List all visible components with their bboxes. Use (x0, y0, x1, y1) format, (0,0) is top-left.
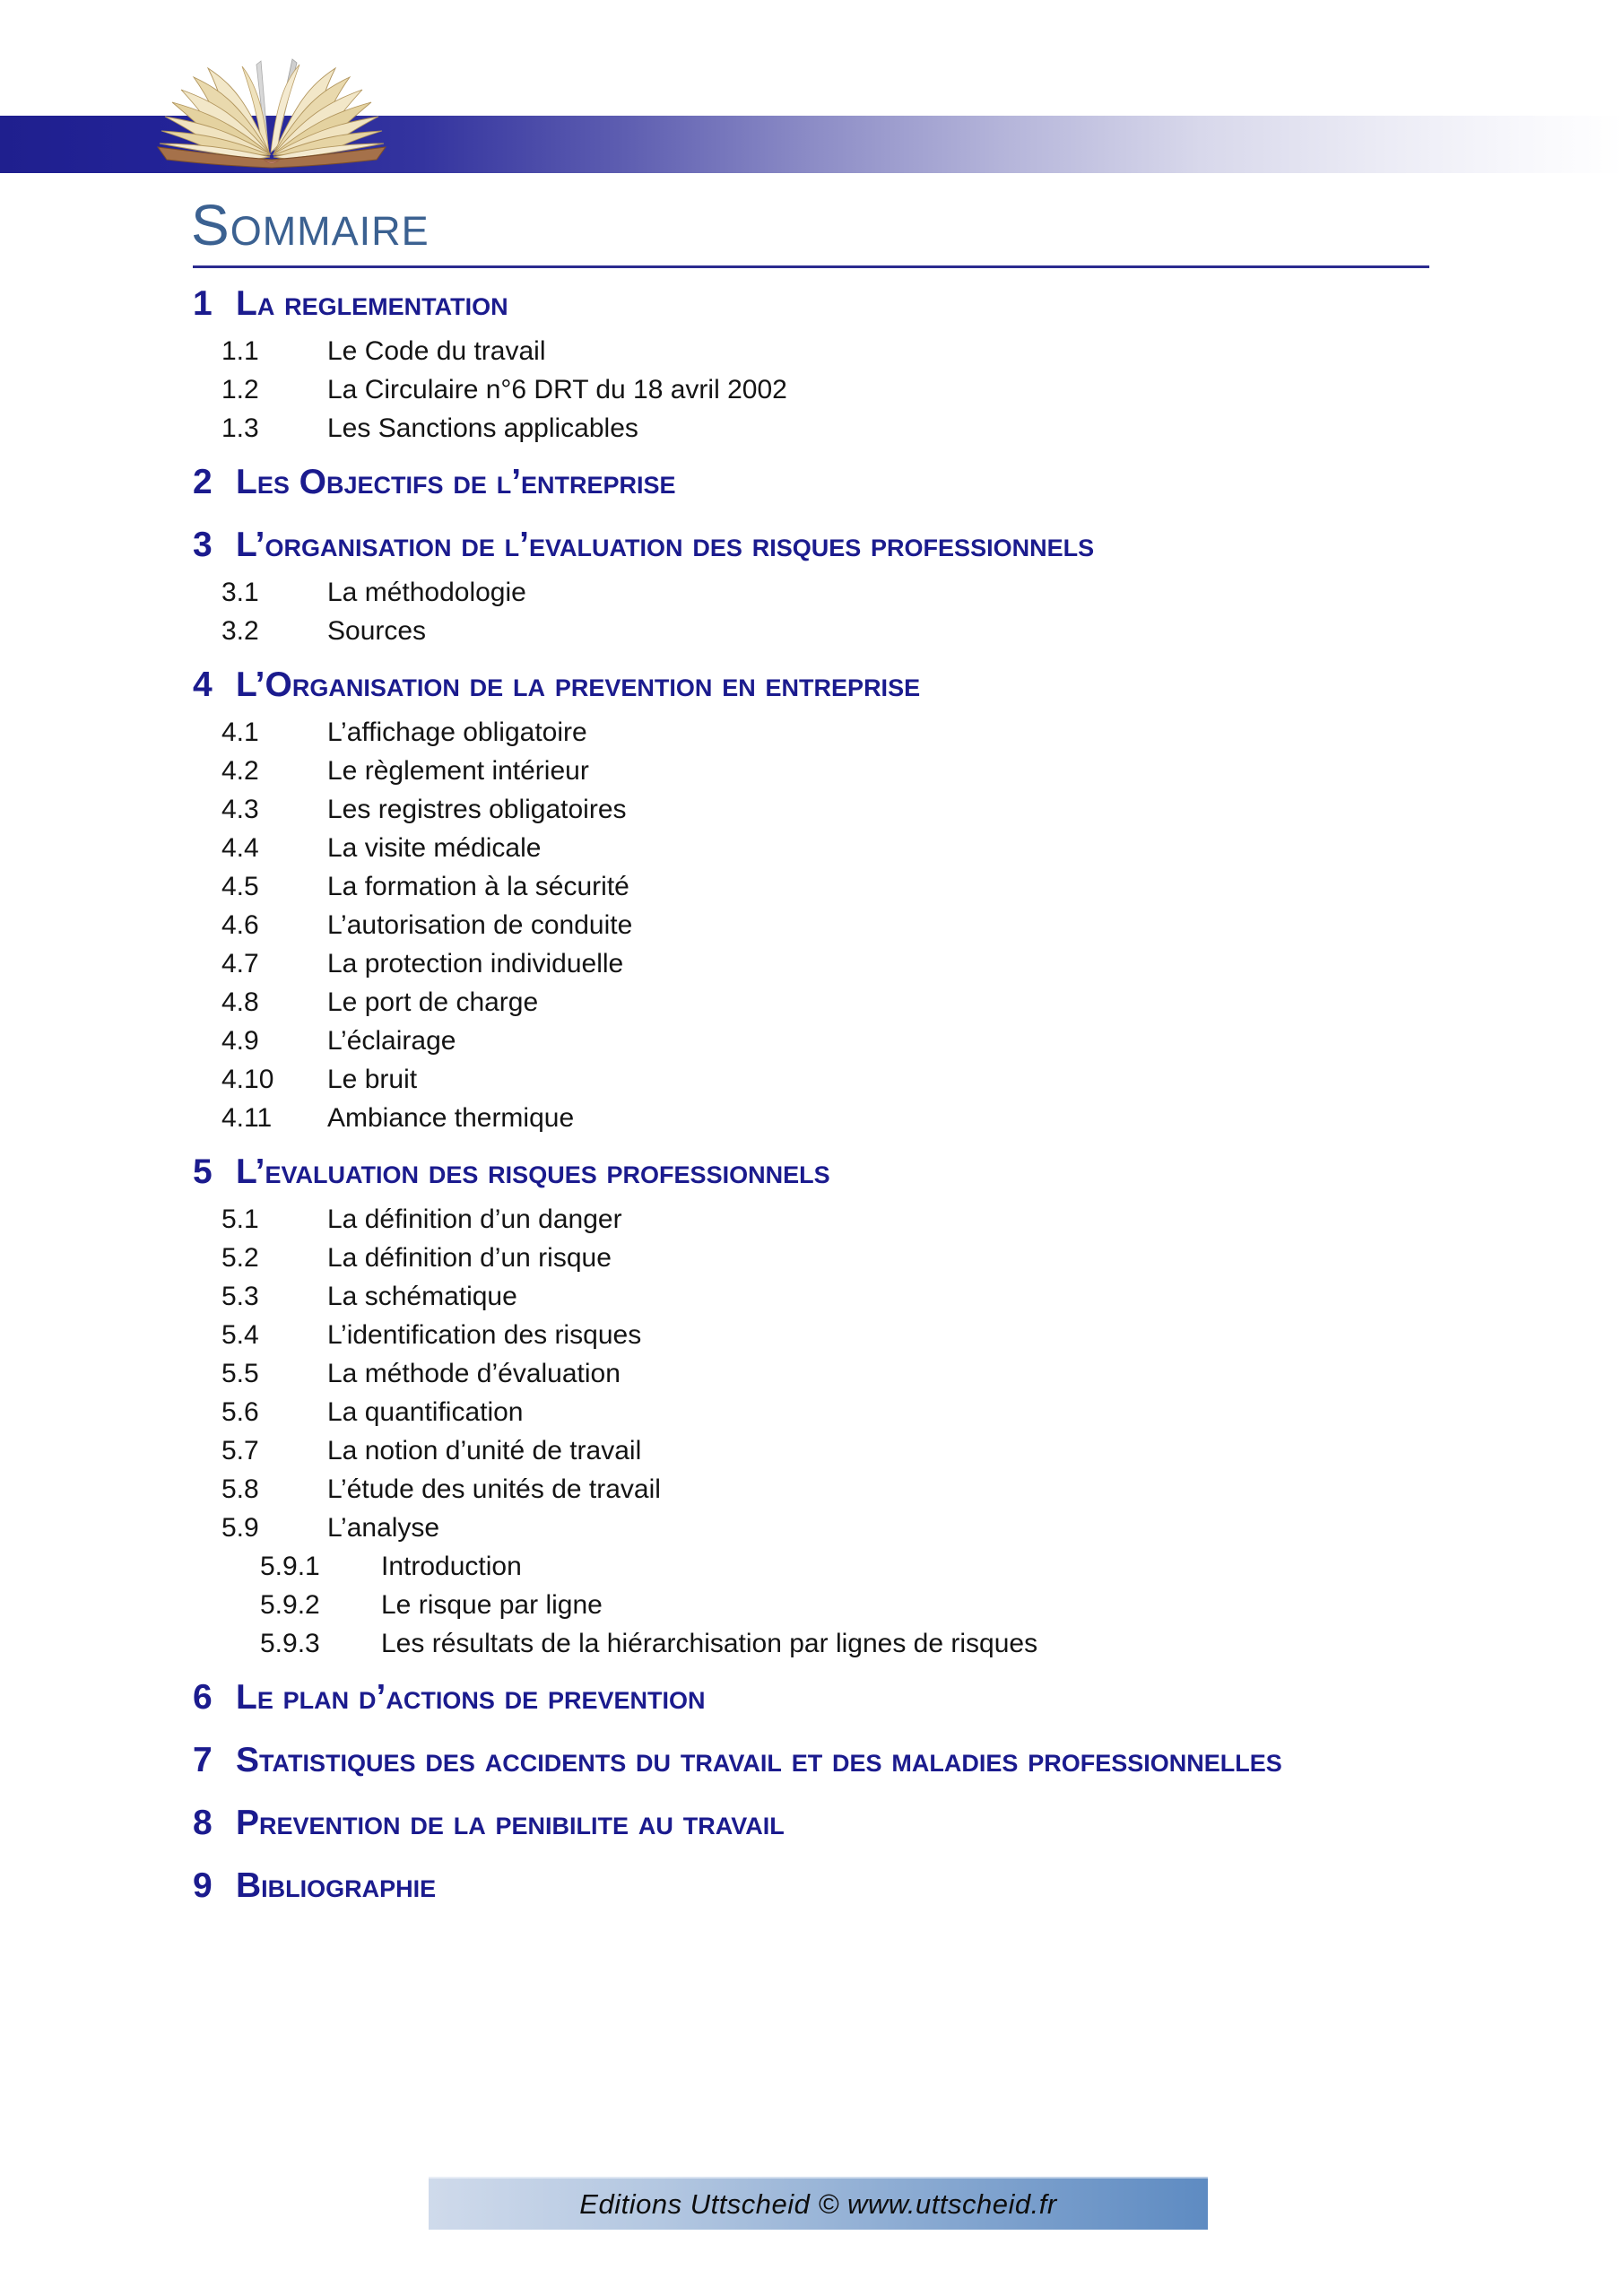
toc-item-label: Introduction (381, 1552, 522, 1581)
toc-item-label: Les Sanctions applicables (327, 413, 638, 443)
toc-item (193, 1060, 1592, 1099)
toc-item (193, 370, 1592, 409)
toc-item-number: 5 (193, 1152, 213, 1191)
toc-item (193, 1200, 1592, 1239)
toc-item (193, 1239, 1592, 1277)
toc-item-label: L’éclairage (327, 1026, 456, 1056)
toc-item (193, 1316, 1592, 1354)
toc-item (193, 1509, 1592, 1547)
toc-item (193, 526, 1592, 564)
toc-item-number: 5.9.3 (260, 1629, 320, 1658)
toc-item (193, 1470, 1592, 1509)
toc-item (193, 1741, 1592, 1779)
toc-item (193, 332, 1592, 370)
toc-item-label: La visite médicale (327, 833, 542, 863)
toc-item-label: Les résultats de la hiérarchisation par lignes de risques (381, 1629, 1038, 1658)
toc-item (193, 1866, 1592, 1905)
toc-item-label: La méthodologie (327, 578, 526, 607)
toc-item (193, 1431, 1592, 1470)
toc-item-number: 4.9 (221, 1026, 259, 1056)
toc-item-number: 6 (193, 1678, 213, 1717)
toc-item-label: Le Code du travail (327, 336, 546, 366)
toc-item-number: 1 (193, 284, 213, 323)
toc-item-label: L’organisation de l’evaluation des risques professionnels (236, 526, 1095, 564)
toc-item-label: La définition d’un risque (327, 1243, 612, 1273)
toc (193, 280, 1592, 1914)
toc-item-number: 4.3 (221, 795, 259, 824)
toc-item-label: Les registres obligatoires (327, 795, 627, 824)
toc-item (193, 612, 1592, 650)
toc-item-number: 9 (193, 1866, 213, 1905)
toc-item-number: 4.10 (221, 1065, 274, 1094)
toc-item-label: L’analyse (327, 1513, 440, 1543)
toc-item-number: 2 (193, 463, 213, 501)
toc-item (193, 1099, 1592, 1137)
toc-item-number: 5.2 (221, 1243, 259, 1273)
toc-item-label: La méthode d’évaluation (327, 1359, 621, 1388)
toc-item (193, 1586, 1592, 1624)
toc-item-number: 4.5 (221, 872, 259, 901)
toc-item-number: 4.1 (221, 718, 259, 747)
toc-item (193, 752, 1592, 790)
toc-item-number: 5.9.2 (260, 1590, 320, 1620)
toc-item-label: Ambiance thermique (327, 1103, 575, 1133)
toc-item-label: Bibliographie (236, 1866, 437, 1905)
toc-item-label: La notion d’unité de travail (327, 1436, 642, 1465)
open-book-image (142, 47, 402, 170)
title-divider-rule (193, 265, 1429, 268)
toc-item-number: 5.5 (221, 1359, 259, 1388)
toc-item-label: La schématique (327, 1282, 517, 1311)
toc-item-label: L’affichage obligatoire (327, 718, 587, 747)
toc-item-number: 4.6 (221, 910, 259, 940)
toc-item-number: 5.9.1 (260, 1552, 320, 1581)
toc-item-label: La Circulaire n°6 DRT du 18 avril 2002 (327, 375, 787, 404)
toc-item-label: L’Organisation de la prevention en entreprise (236, 665, 921, 704)
toc-item-label: La quantification (327, 1397, 524, 1427)
toc-item-label: La formation à la sécurité (327, 872, 629, 901)
toc-item-number: 1.1 (221, 336, 259, 366)
toc-item-label: La protection individuelle (327, 949, 624, 978)
toc-item-label: Statistiques des accidents du travail et des maladies professionnelles (236, 1741, 1282, 1779)
footer-publisher-text: Editions Uttscheid © www.uttscheid.fr (579, 2187, 1057, 2220)
toc-item-number: 3.1 (221, 578, 259, 607)
toc-item-label: L’autorisation de conduite (327, 910, 633, 940)
toc-item (193, 1277, 1592, 1316)
toc-item (193, 1678, 1592, 1717)
toc-item-number: 4 (193, 665, 213, 704)
toc-item-number: 3 (193, 526, 213, 564)
toc-item-number: 5.1 (221, 1205, 259, 1234)
toc-item-number: 4.7 (221, 949, 259, 978)
toc-item-number: 5.8 (221, 1474, 259, 1504)
toc-item-number: 4.8 (221, 987, 259, 1017)
open-book-icon (142, 47, 402, 170)
toc-item-number: 1.3 (221, 413, 259, 443)
toc-item-label: Le port de charge (327, 987, 539, 1017)
toc-item (193, 1022, 1592, 1060)
toc-item (193, 790, 1592, 829)
toc-item (193, 463, 1592, 501)
toc-item (193, 284, 1592, 323)
toc-item (193, 906, 1592, 944)
toc-item (193, 829, 1592, 867)
toc-item-number: 5.3 (221, 1282, 259, 1311)
toc-item-label: La reglementation (236, 284, 508, 323)
toc-item-number: 5.6 (221, 1397, 259, 1427)
toc-item (193, 983, 1592, 1022)
toc-item-label: Le règlement intérieur (327, 756, 589, 786)
toc-item (193, 1804, 1592, 1842)
toc-item-label: L’evaluation des risques professionnels (236, 1152, 830, 1191)
toc-item (193, 409, 1592, 448)
toc-item-label: Le bruit (327, 1065, 418, 1094)
toc-item (193, 1393, 1592, 1431)
toc-item-label: Les Objectifs de l’entreprise (236, 463, 676, 501)
toc-item-number: 4.2 (221, 756, 259, 786)
toc-item (193, 1152, 1592, 1191)
toc-item-number: 1.2 (221, 375, 259, 404)
toc-item (193, 944, 1592, 983)
toc-item-label: Prevention de la penibilite au travail (236, 1804, 785, 1842)
toc-item-number: 8 (193, 1804, 213, 1842)
toc-item-number: 5.4 (221, 1320, 259, 1350)
toc-item (193, 665, 1592, 704)
toc-item (193, 1624, 1592, 1663)
toc-item-number: 5.9 (221, 1513, 259, 1543)
toc-item-label: L’étude des unités de travail (327, 1474, 661, 1504)
toc-item-number: 5.7 (221, 1436, 259, 1465)
toc-item-number: 4.11 (221, 1103, 273, 1133)
toc-item-number: 4.4 (221, 833, 259, 863)
toc-item-label: L’identification des risques (327, 1320, 642, 1350)
page-title: Sommaire (191, 193, 430, 257)
toc-item (193, 1547, 1592, 1586)
toc-item-label: Le plan d’actions de prevention (236, 1678, 706, 1717)
toc-item (193, 573, 1592, 612)
toc-item-number: 3.2 (221, 616, 259, 646)
footer-bar (429, 2177, 1208, 2230)
toc-item-label: Le risque par ligne (381, 1590, 603, 1620)
toc-item-label: La définition d’un danger (327, 1205, 622, 1234)
toc-item-label: Sources (327, 616, 427, 646)
toc-item (193, 1354, 1592, 1393)
toc-item (193, 713, 1592, 752)
toc-item-number: 7 (193, 1741, 213, 1779)
toc-item (193, 867, 1592, 906)
